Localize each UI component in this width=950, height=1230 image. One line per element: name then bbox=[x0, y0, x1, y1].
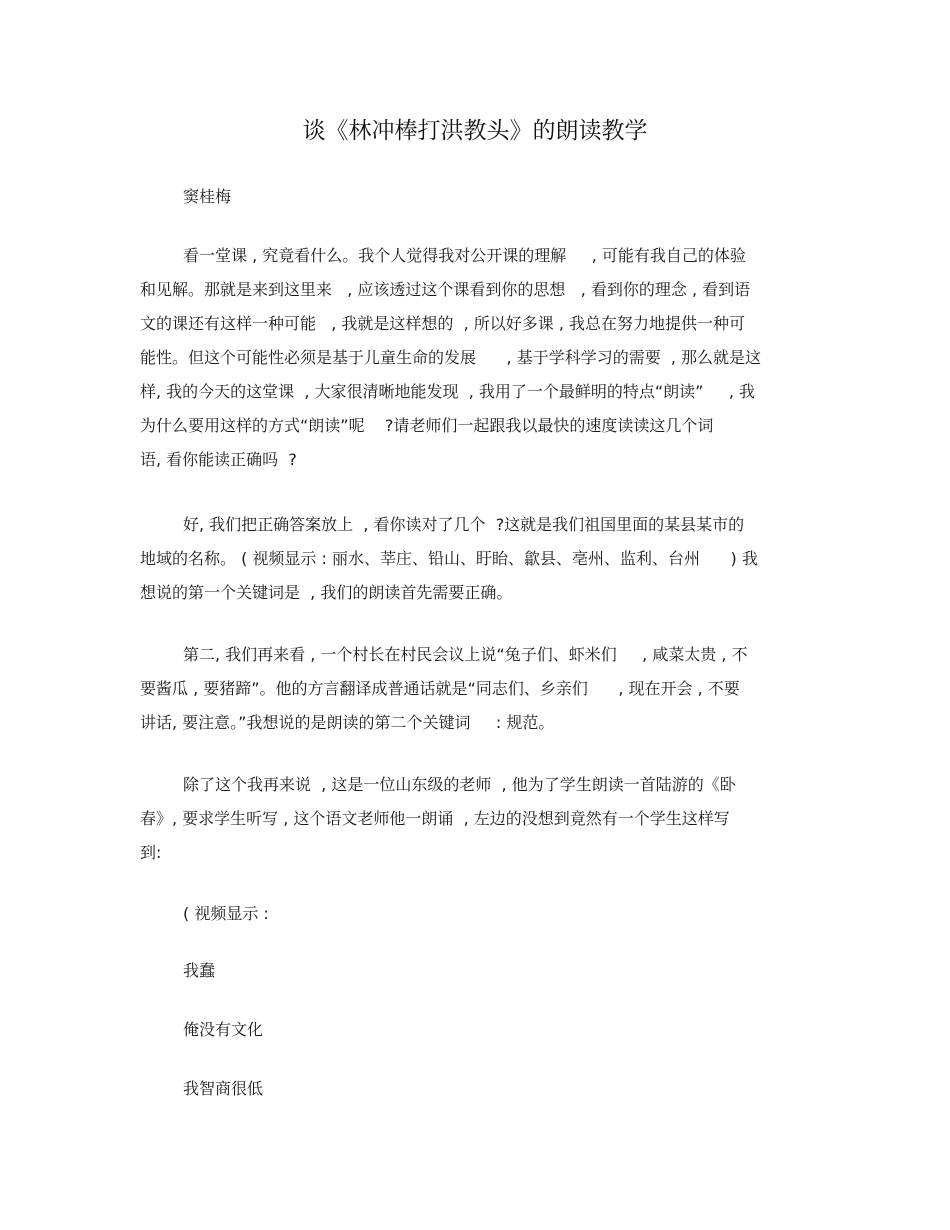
short-line: 我智商很低 bbox=[183, 1079, 264, 1098]
paragraph-line: 好, 我们把正确答案放上 , 看你读对了几个 ?这就是我们祖国里面的某县某市的 bbox=[183, 515, 745, 534]
paragraph-line: 想说的第一个关键词是 , 我们的朗读首先需要正确。 bbox=[140, 583, 513, 602]
paragraph-line: 语, 看你能读正确吗 ? bbox=[140, 450, 297, 469]
paragraph-2 bbox=[140, 508, 820, 610]
paragraph-line: 样, 我的今天的这堂课 , 大家很清晰地能发现 , 我用了一个最鲜明的特点“朗读” , 我 bbox=[140, 382, 756, 401]
paragraph-3 bbox=[140, 638, 820, 740]
short-line: 我蠢 bbox=[183, 961, 216, 980]
paragraph-line: 和见解。那就是来到这里来 , 应该透过这个课看到你的思想 , 看到你的理念 , 看到语 bbox=[140, 280, 751, 299]
paragraph-line: 地域的名称。 ( 视频显示 : 丽水、莘庄、铅山、盱眙、歙县、亳州、监利、台州 ) 我 bbox=[140, 549, 758, 568]
paragraph-line: 除了这个我再来说 , 这是一位山东级的老师 , 他为了学生朗读一首陆游的《卧 bbox=[183, 775, 736, 794]
paragraph-line: 到: bbox=[140, 843, 162, 862]
author-name: 窦桂梅 bbox=[183, 187, 232, 206]
short-line: ( 视频显示 : bbox=[183, 904, 269, 923]
paragraph-line: 讲话, 要注意。”我想说的是朗读的第二个关键词 : 规范。 bbox=[140, 713, 555, 732]
paragraph-line: 第二, 我们再来看 , 一个村长在村民会议上说“兔子们、虾米们 , 咸菜太贵 , 不 bbox=[183, 645, 748, 664]
short-line: 俺没有文化 bbox=[183, 1020, 264, 1039]
paragraph-line: 要酱瓜 , 要猪蹄”。他的方言翻译成普通话就是“同志们、乡亲们 , 现在开会 , 不要 bbox=[140, 679, 740, 698]
paragraph-line: 看一堂课 , 究竟看什么。我个人觉得我对公开课的理解 , 可能有我自己的体验 bbox=[183, 246, 746, 265]
document-title: 谈《林冲棒打洪教头》的朗读教学 bbox=[302, 118, 648, 144]
paragraph-4 bbox=[140, 768, 820, 870]
paragraph-line: 为什么要用这样的方式“朗读”呢 ?请老师们一起跟我以最快的速度读读这几个词 bbox=[140, 416, 714, 435]
paragraph-line: 春》, 要求学生听写 , 这个语文老师他一朗诵 , 左边的没想到竟然有一个学生这样写 bbox=[140, 809, 730, 828]
paragraph-1 bbox=[140, 239, 820, 477]
paragraph-line: 能性。但这个可能性必须是基于儿童生命的发展 , 基于学科学习的需要 , 那么就是这 bbox=[140, 348, 762, 367]
paragraph-line: 文的课还有这样一种可能 , 我就是这样想的 , 所以好多课 , 我总在努力地提供一种可 bbox=[140, 314, 746, 333]
